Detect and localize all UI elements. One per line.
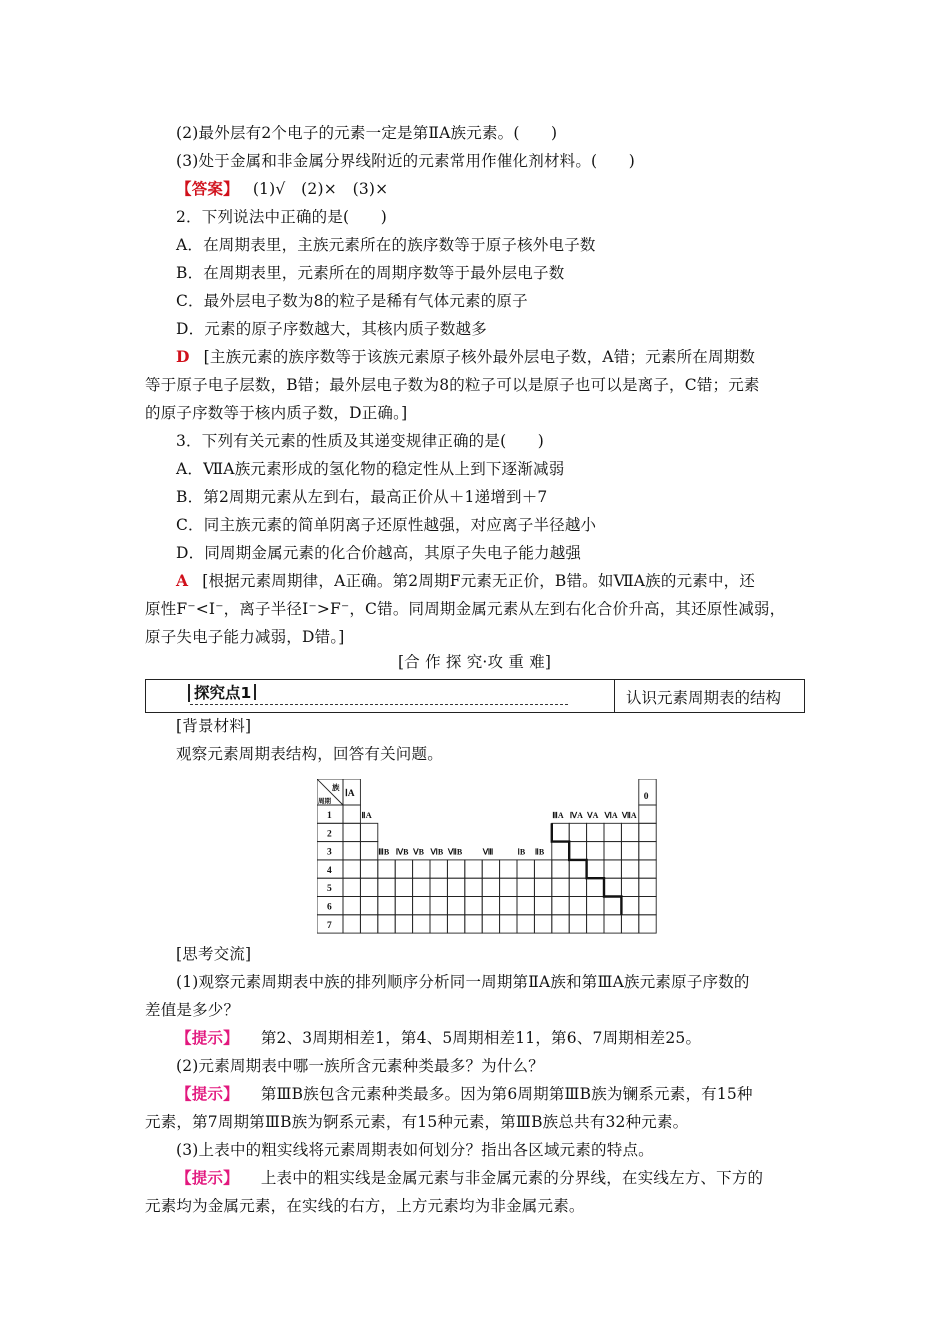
hint-tag: 【提示】 — [176, 1084, 239, 1103]
element-cell — [552, 860, 569, 878]
hint-tag: 【提示】 — [176, 1168, 239, 1187]
element-cell — [378, 915, 395, 933]
element-cell — [534, 897, 551, 915]
element-cell — [552, 823, 569, 841]
element-cell — [343, 915, 360, 933]
element-cell — [465, 915, 482, 933]
element-cell — [413, 878, 430, 896]
think2-hint — [176, 1084, 753, 1104]
group-label: ⅠB — [517, 847, 526, 857]
explore-title: 认识元素周期表的结构 — [626, 689, 782, 707]
element-cell — [500, 915, 517, 933]
q3-option-a: A．ⅦA族元素形成的氢化物的稳定性从上到下逐渐减弱 — [176, 460, 565, 478]
period-number: 3 — [327, 847, 332, 858]
element-cell — [482, 915, 499, 933]
q2-explanation-line-3: 的原子序数等于核内质子数，D正确。] — [145, 404, 408, 422]
element-cell — [482, 860, 499, 878]
corner-period-label: 周期 — [318, 798, 331, 805]
element-cell — [378, 860, 395, 878]
section-heading: [合 作 探 究·攻 重 难] — [398, 653, 552, 671]
period-number: 2 — [327, 829, 332, 840]
group-label: ⅢB — [378, 847, 390, 857]
element-cell — [621, 897, 638, 915]
element-cell — [413, 897, 430, 915]
element-cell — [447, 915, 464, 933]
element-cell — [552, 878, 569, 896]
group-label: ⅤB — [413, 847, 424, 857]
element-cell — [569, 860, 586, 878]
group-label: ⅥA — [604, 811, 618, 820]
element-cell — [430, 897, 447, 915]
think1-hint — [176, 1028, 701, 1048]
think1-question-line-1: (1)观察元素周期表中族的排列顺序分析同一周期第ⅡA族和第ⅢA族元素原子序数的 — [176, 973, 750, 991]
group-label: ⅡA — [361, 810, 372, 820]
q2-explanation-text: [主族元素的族序数等于该族元素原子核外最外层电子数，A错；元素所在周期数 — [203, 348, 756, 366]
element-cell — [343, 823, 360, 841]
element-cell — [639, 897, 656, 915]
think1-question-line-2: 差值是多少？ — [145, 1001, 240, 1019]
answer-text: (1)√ (2)× (3)× — [252, 180, 389, 198]
q1-answer — [176, 179, 388, 199]
element-cell — [569, 823, 586, 841]
group-label: ⅦB — [447, 847, 463, 857]
element-cell — [360, 878, 377, 896]
period-number: 1 — [327, 811, 332, 821]
q3-explanation-line-1 — [176, 571, 755, 591]
element-cell — [413, 915, 430, 933]
element-cell — [604, 842, 621, 860]
element-cell — [587, 915, 604, 933]
q3-option-c: C．同主族元素的简单阴离子还原性越强，对应离子半径越小 — [176, 516, 597, 534]
element-cell — [552, 842, 569, 860]
think3-hint — [176, 1168, 763, 1188]
group-label: ⅣA — [569, 811, 583, 820]
element-cell — [604, 860, 621, 878]
element-cell — [604, 915, 621, 933]
element-cell — [552, 897, 569, 915]
q3-stem: 3．下列有关元素的性质及其递变规律正确的是( ) — [176, 432, 544, 450]
q2-explanation-line-2: 等于原子电子层数，B错；最外层电子数为8的粒子可以是原子也可以是离子，C错；元素 — [145, 376, 760, 394]
element-cell — [517, 878, 534, 896]
q2-option-c: C．最外层电子数为8的粒子是稀有气体元素的原子 — [176, 292, 528, 310]
periodic-table-diagram — [317, 779, 669, 939]
answer-tag: 【答案】 — [176, 179, 239, 198]
period-number: 4 — [327, 865, 332, 876]
think2-hint-line-2: 元素，第7周期第ⅢB族为锕系元素，有15种元素，第ⅢB族总共有32种元素。 — [145, 1113, 689, 1131]
think-heading: [思考交流] — [176, 945, 252, 963]
element-cell — [482, 878, 499, 896]
element-cell — [360, 823, 377, 841]
period-number: 6 — [327, 902, 332, 913]
explore-divider — [614, 680, 615, 712]
element-cell — [569, 897, 586, 915]
think2-hint-text: 第ⅢB族包含元素种类最多。因为第6周期第ⅢB族为镧系元素，有15种 — [260, 1085, 753, 1103]
element-cell — [552, 915, 569, 933]
element-cell — [587, 897, 604, 915]
element-cell — [639, 860, 656, 878]
element-cell — [604, 878, 621, 896]
element-cell — [639, 842, 656, 860]
element-cell — [604, 823, 621, 841]
q3-answer-letter: A — [176, 571, 189, 590]
q1-item-2: (2)最外层有2个电子的元素一定是第ⅡA族元素。( ) — [176, 124, 558, 142]
group-label: ⅥB — [430, 847, 444, 857]
q3-explanation-text: [根据元素周期律，A正确。第2周期F元素无正价，B错。如ⅦA族的元素中，还 — [202, 572, 756, 590]
group-label: 0 — [643, 792, 649, 802]
q2-stem: 2．下列说法中正确的是( ) — [176, 208, 387, 226]
element-cell — [587, 823, 604, 841]
element-cell — [447, 897, 464, 915]
q3-explanation-line-3: 原子失电子能力减弱，D错。] — [145, 628, 345, 646]
element-cell — [465, 860, 482, 878]
element-cell — [447, 878, 464, 896]
q2-option-a: A．在周期表里，主族元素所在的族序数等于原子核外电子数 — [176, 236, 596, 254]
element-cell — [534, 860, 551, 878]
element-cell — [517, 860, 534, 878]
q2-answer-letter: D — [176, 347, 190, 366]
element-cell — [587, 860, 604, 878]
element-cell — [569, 915, 586, 933]
q2-option-b: B．在周期表里，元素所在的周期序数等于最外层电子数 — [176, 264, 565, 282]
background-heading: [背景材料] — [176, 717, 252, 735]
element-cell — [395, 860, 412, 878]
element-cell — [430, 860, 447, 878]
background-intro: 观察元素周期表结构，回答有关问题。 — [176, 745, 443, 763]
element-cell — [360, 897, 377, 915]
element-cell — [343, 805, 360, 823]
hint-tag: 【提示】 — [176, 1028, 239, 1047]
element-cell — [378, 878, 395, 896]
element-cell — [430, 878, 447, 896]
q1-item-3: (3)处于金属和非金属分界线附近的元素常用作催化剂材料。( ) — [176, 152, 635, 170]
group-label: ⅤA — [587, 811, 599, 820]
element-cell — [465, 897, 482, 915]
element-cell — [482, 897, 499, 915]
think3-hint-line-2: 元素均为金属元素，在实线的右方，上方元素均为非金属元素。 — [145, 1197, 585, 1215]
element-cell — [639, 915, 656, 933]
element-cell — [360, 842, 377, 860]
element-cell — [447, 860, 464, 878]
group-label: ⅦA — [621, 811, 637, 820]
element-cell — [569, 842, 586, 860]
think3-question: (3)上表中的粗实线将元素周期表如何划分？指出各区域元素的特点。 — [176, 1141, 654, 1159]
explore-label: 探究点1 — [188, 684, 256, 702]
element-cell — [639, 823, 656, 841]
q3-option-b: B．第2周期元素从左到右，最高正价从＋1递增到＋7 — [176, 488, 548, 506]
element-cell — [517, 915, 534, 933]
element-cell — [395, 897, 412, 915]
element-cell — [621, 878, 638, 896]
think1-hint-text: 第2、3周期相差1，第4、5周期相差11，第6、7周期相差25。 — [260, 1029, 702, 1047]
element-cell — [569, 878, 586, 896]
element-cell — [465, 878, 482, 896]
group-label: ⅣB — [395, 847, 409, 857]
think3-hint-text: 上表中的粗实线是金属元素与非金属元素的分界线，在实线左方、下方的 — [260, 1169, 764, 1187]
group-label: Ⅷ — [482, 847, 494, 857]
element-cell — [534, 878, 551, 896]
element-cell — [500, 897, 517, 915]
explore-dash-line — [190, 704, 568, 705]
group-label: ⅠA — [345, 789, 355, 799]
element-cell — [378, 897, 395, 915]
element-cell — [343, 878, 360, 896]
element-cell — [639, 805, 656, 823]
element-cell — [360, 860, 377, 878]
element-cell — [621, 823, 638, 841]
period-number: 5 — [327, 884, 332, 895]
element-cell — [430, 915, 447, 933]
element-cell — [343, 842, 360, 860]
group-label: ⅢA — [552, 811, 564, 820]
element-cell — [621, 842, 638, 860]
think2-question: (2)元素周期表中哪一族所含元素种类最多？为什么？ — [176, 1057, 544, 1075]
element-cell — [500, 860, 517, 878]
period-number: 7 — [327, 920, 332, 931]
element-cell — [395, 878, 412, 896]
element-cell — [343, 860, 360, 878]
q3-option-d: D．同周期金属元素的化合价越高，其原子失电子能力越强 — [176, 544, 582, 562]
element-cell — [621, 915, 638, 933]
explore-bar — [145, 679, 805, 713]
q2-option-d: D．元素的原子序数越大，其核内质子数越多 — [176, 320, 487, 338]
q2-explanation-line-1 — [176, 347, 755, 367]
element-cell — [639, 878, 656, 896]
element-cell — [517, 897, 534, 915]
corner-group-label: 族 — [332, 783, 340, 792]
element-cell — [413, 860, 430, 878]
element-cell — [621, 860, 638, 878]
element-cell — [604, 897, 621, 915]
element-cell — [343, 897, 360, 915]
element-cell — [587, 878, 604, 896]
element-cell — [587, 842, 604, 860]
group-label: ⅡB — [534, 847, 545, 857]
element-cell — [360, 915, 377, 933]
q3-explanation-line-2: 原性F⁻<I⁻，离子半径I⁻>F⁻，C错。同周期金属元素从左到右化合价升高，其还原性减弱， — [145, 600, 786, 618]
element-cell — [534, 915, 551, 933]
element-cell — [500, 878, 517, 896]
element-cell — [395, 915, 412, 933]
